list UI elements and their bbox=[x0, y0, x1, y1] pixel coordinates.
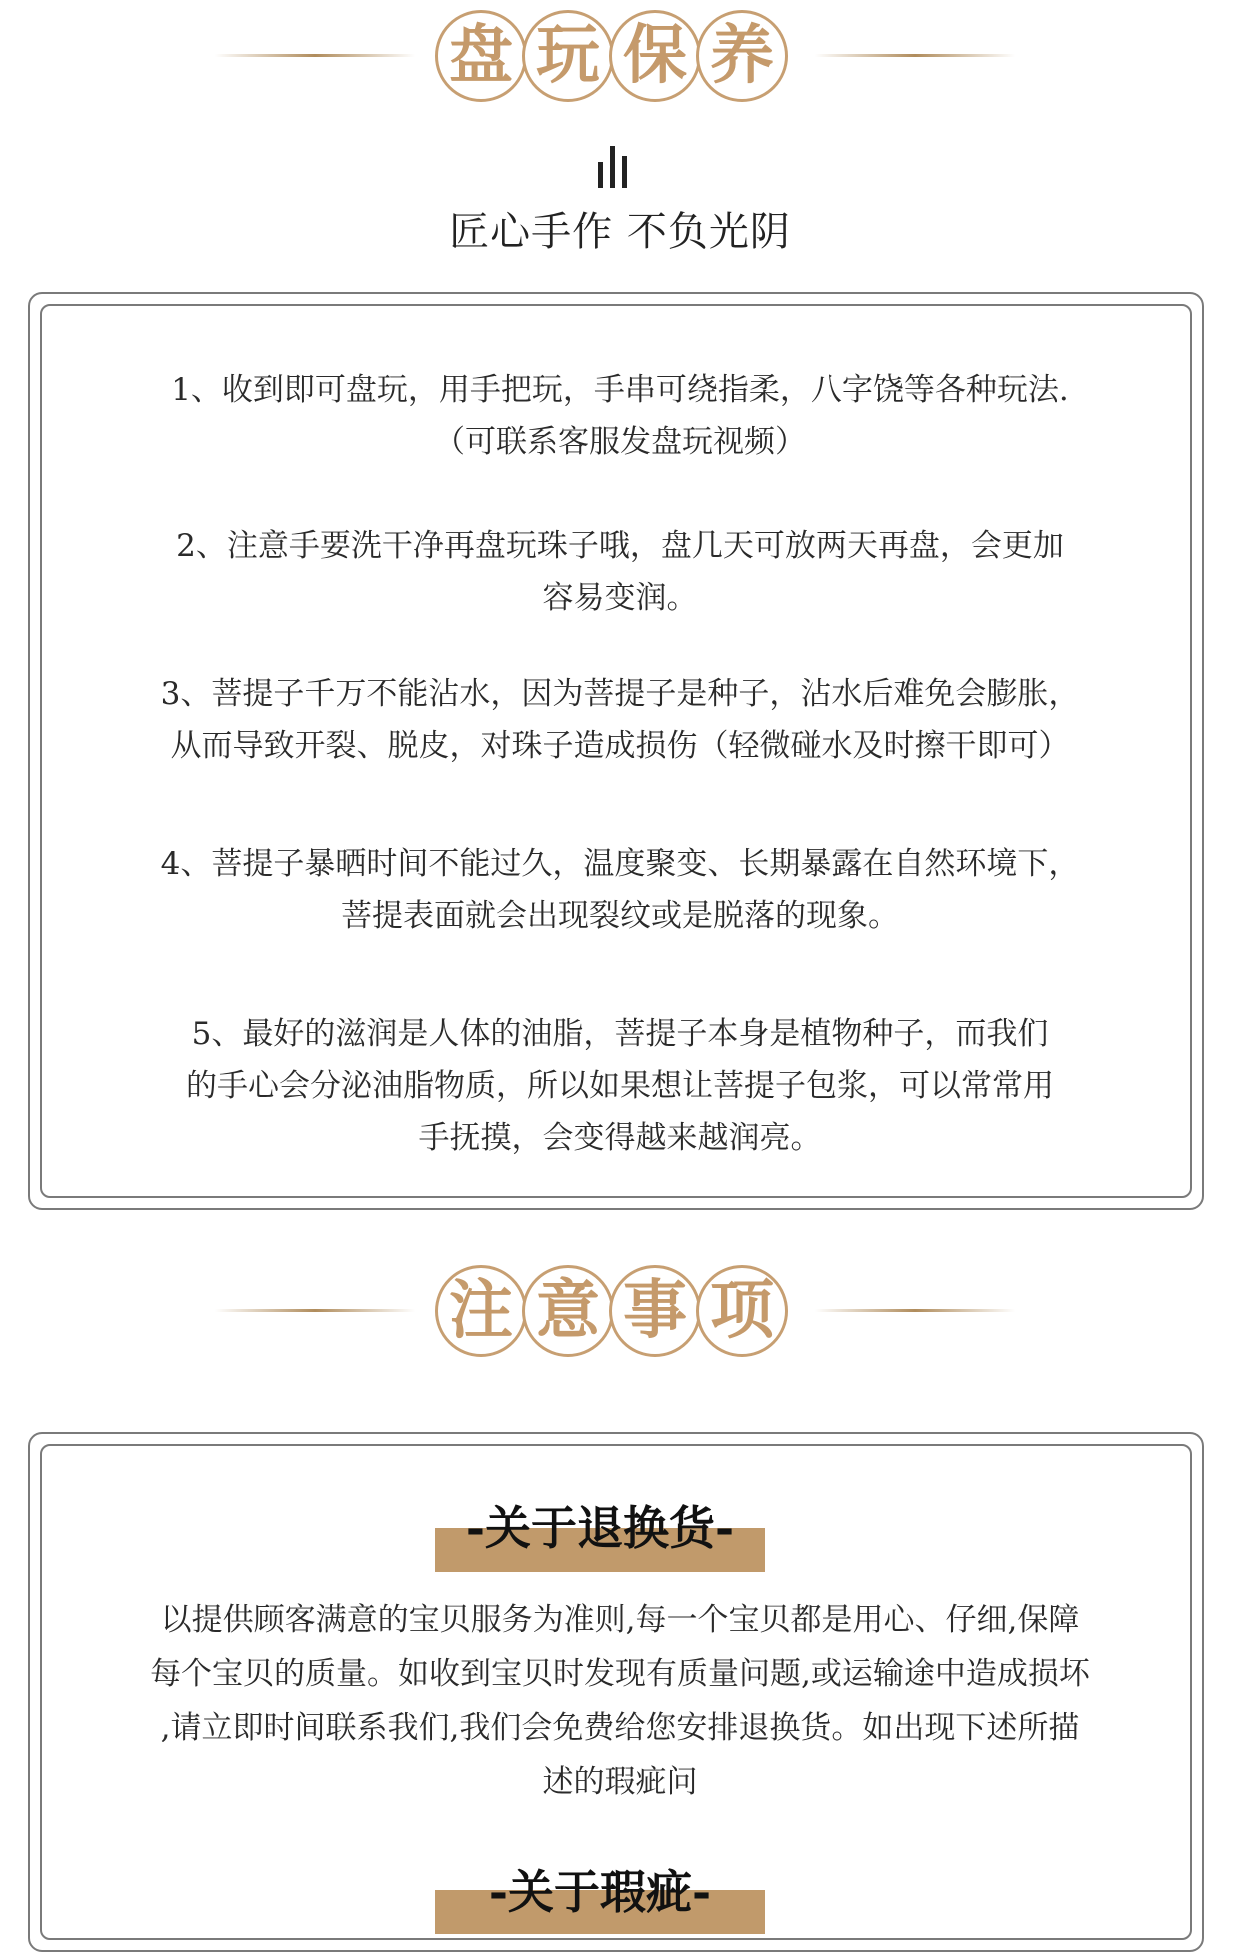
section-header-care bbox=[0, 0, 1240, 110]
title-care bbox=[435, 10, 795, 110]
title-char: 事 bbox=[609, 1265, 701, 1357]
returns-heading: -关于退换货- bbox=[465, 1501, 735, 1555]
section-header-notes bbox=[0, 1255, 1240, 1365]
divider-right bbox=[815, 54, 1015, 57]
care-tip-5: 5、最好的滋润是人体的油脂，菩提子本身是植物种子，而我们 的手心会分泌油脂物质，所以如果想让菩提子包浆，可以常常用 手抚摸，会变得越来越润亮。 bbox=[186, 1016, 1054, 1156]
care-tip-3: 3、菩提子千万不能沾水，因为菩提子是种子，沾水后难免会膨胀， 从而导致开裂、脱皮，对珠子造成损伤（轻微碰水及时擦干即可） bbox=[160, 676, 1080, 764]
flaws-heading: -关于瑕疵- bbox=[488, 1865, 712, 1919]
title-char: 项 bbox=[696, 1265, 788, 1357]
divider-right bbox=[815, 1309, 1015, 1312]
title-char: 意 bbox=[522, 1265, 614, 1357]
care-tip-1: 1、收到即可盘玩，用手把玩，手串可绕指柔，八字饶等各种玩法. （可联系客服发盘玩视频） bbox=[171, 372, 1069, 460]
subtitle: 匠心手作 不负光阴 bbox=[449, 209, 791, 255]
divider-left bbox=[215, 54, 415, 57]
title-char: 注 bbox=[435, 1265, 527, 1357]
care-tip-4: 4、菩提子暴晒时间不能过久，温度聚变、长期暴露在自然环境下， 菩提表面就会出现裂纹或是脱落的现象。 bbox=[160, 846, 1080, 934]
title-char: 养 bbox=[696, 10, 788, 102]
divider-left bbox=[215, 1309, 415, 1312]
title-notes bbox=[435, 1265, 795, 1365]
care-tip-2: 2、注意手要洗干净再盘玩珠子哦，盘几天可放两天再盘，会更加 容易变润。 bbox=[176, 528, 1064, 616]
title-char: 玩 bbox=[522, 10, 614, 102]
title-char: 盘 bbox=[435, 10, 527, 102]
ornament-icon bbox=[596, 146, 636, 188]
returns-policy-text: 以提供顾客满意的宝贝服务为准则,每一个宝贝都是用心、仔细,保障 每个宝贝的质量。如收到宝贝时发现有质量问题,或运输途中造成损坏 ,请立即时间联系我们,我们会免费给您安排退换货。如出现下述所描 述的瑕疵问 bbox=[150, 1602, 1090, 1800]
title-char: 保 bbox=[609, 10, 701, 102]
